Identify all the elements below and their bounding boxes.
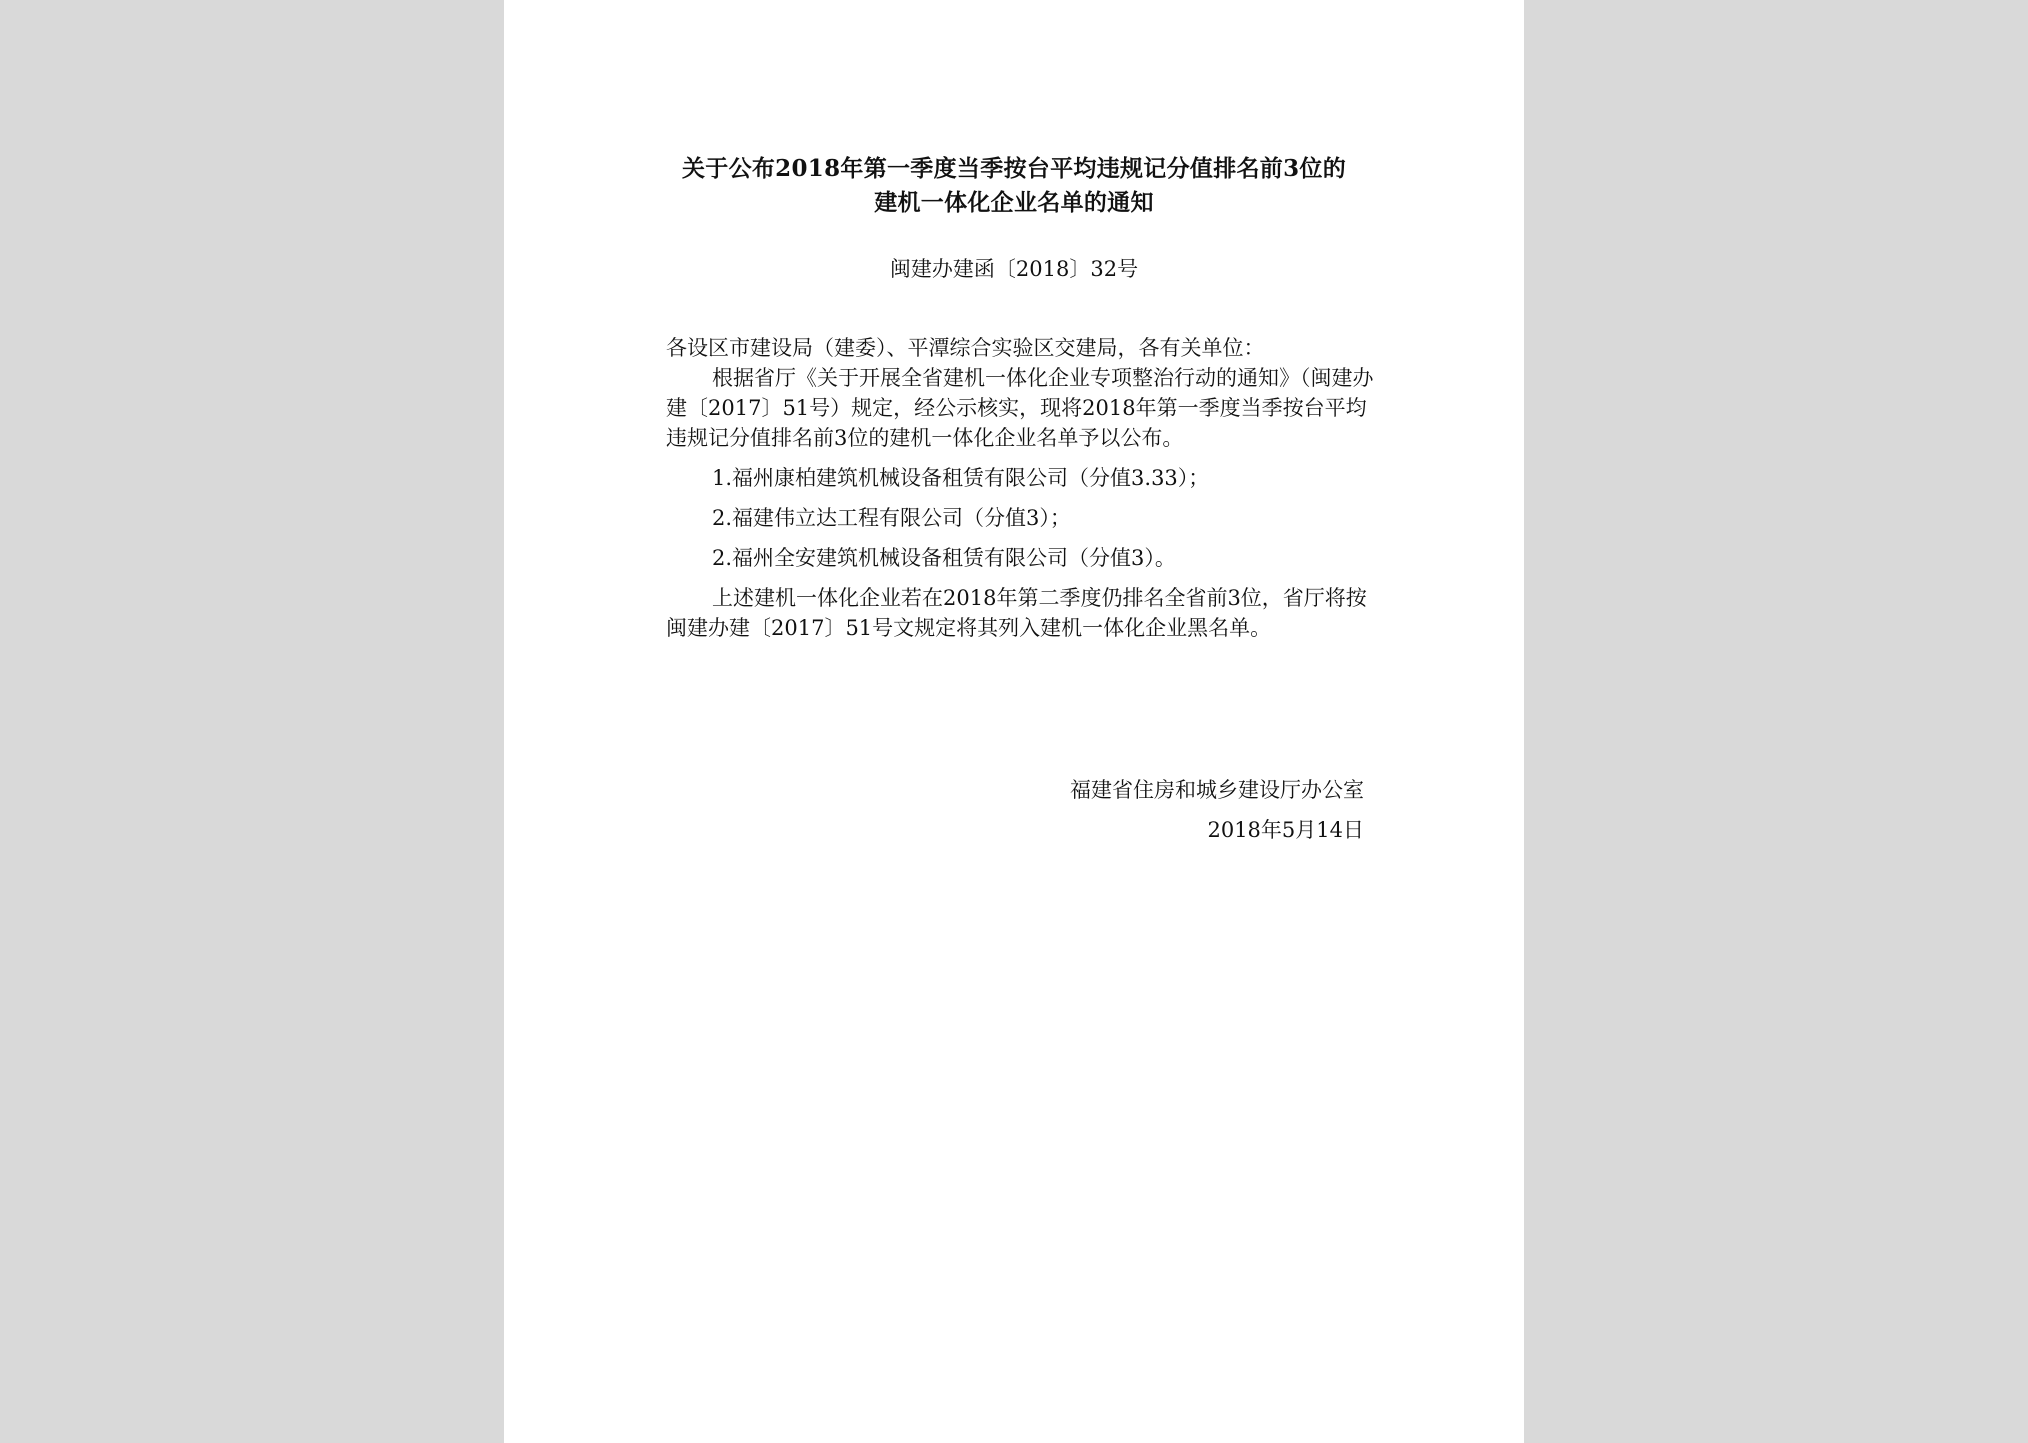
document-number: 闽建办建函〔2018〕32号 [889,257,1139,281]
list-item-1: 1.福州康柏建筑机械设备租赁有限公司（分值3.33）； [712,466,1210,490]
signature-block [1070,770,1364,850]
paragraph-1: 根据省厅《关于开展全省建机一体化企业专项整治行动的通知》（闽建办建〔2017〕51号）规定，经公示核实，现将2018年第一季度当季按台平均违规记分值排名前3位的建机一体化企业名单予以公布。 [666,366,1374,450]
salutation: 各设区市建设局（建委）、平潭综合实验区交建局，各有关单位： [666,336,1265,360]
document-title [504,152,1524,220]
paragraph-2: 上述建机一体化企业若在2018年第二季度仍排名全省前3位，省厅将按闽建办建〔2017〕51号文规定将其列入建机一体化企业黑名单。 [666,586,1367,640]
document-page [504,0,1524,1443]
list-item-2: 2.福建伟立达工程有限公司（分值3）； [712,506,1071,530]
signature-date: 2018年5月14日 [1207,818,1364,842]
document-body [666,333,1386,643]
signature-org: 福建省住房和城乡建设厅办公室 [1070,778,1364,802]
title-line-2: 建机一体化企业名单的通知 [874,189,1154,216]
title-line-1: 关于公布2018年第一季度当季按台平均违规记分值排名前3位的 [681,155,1347,182]
list-item-3: 2.福州全安建筑机械设备租赁有限公司（分值3）。 [712,546,1176,570]
